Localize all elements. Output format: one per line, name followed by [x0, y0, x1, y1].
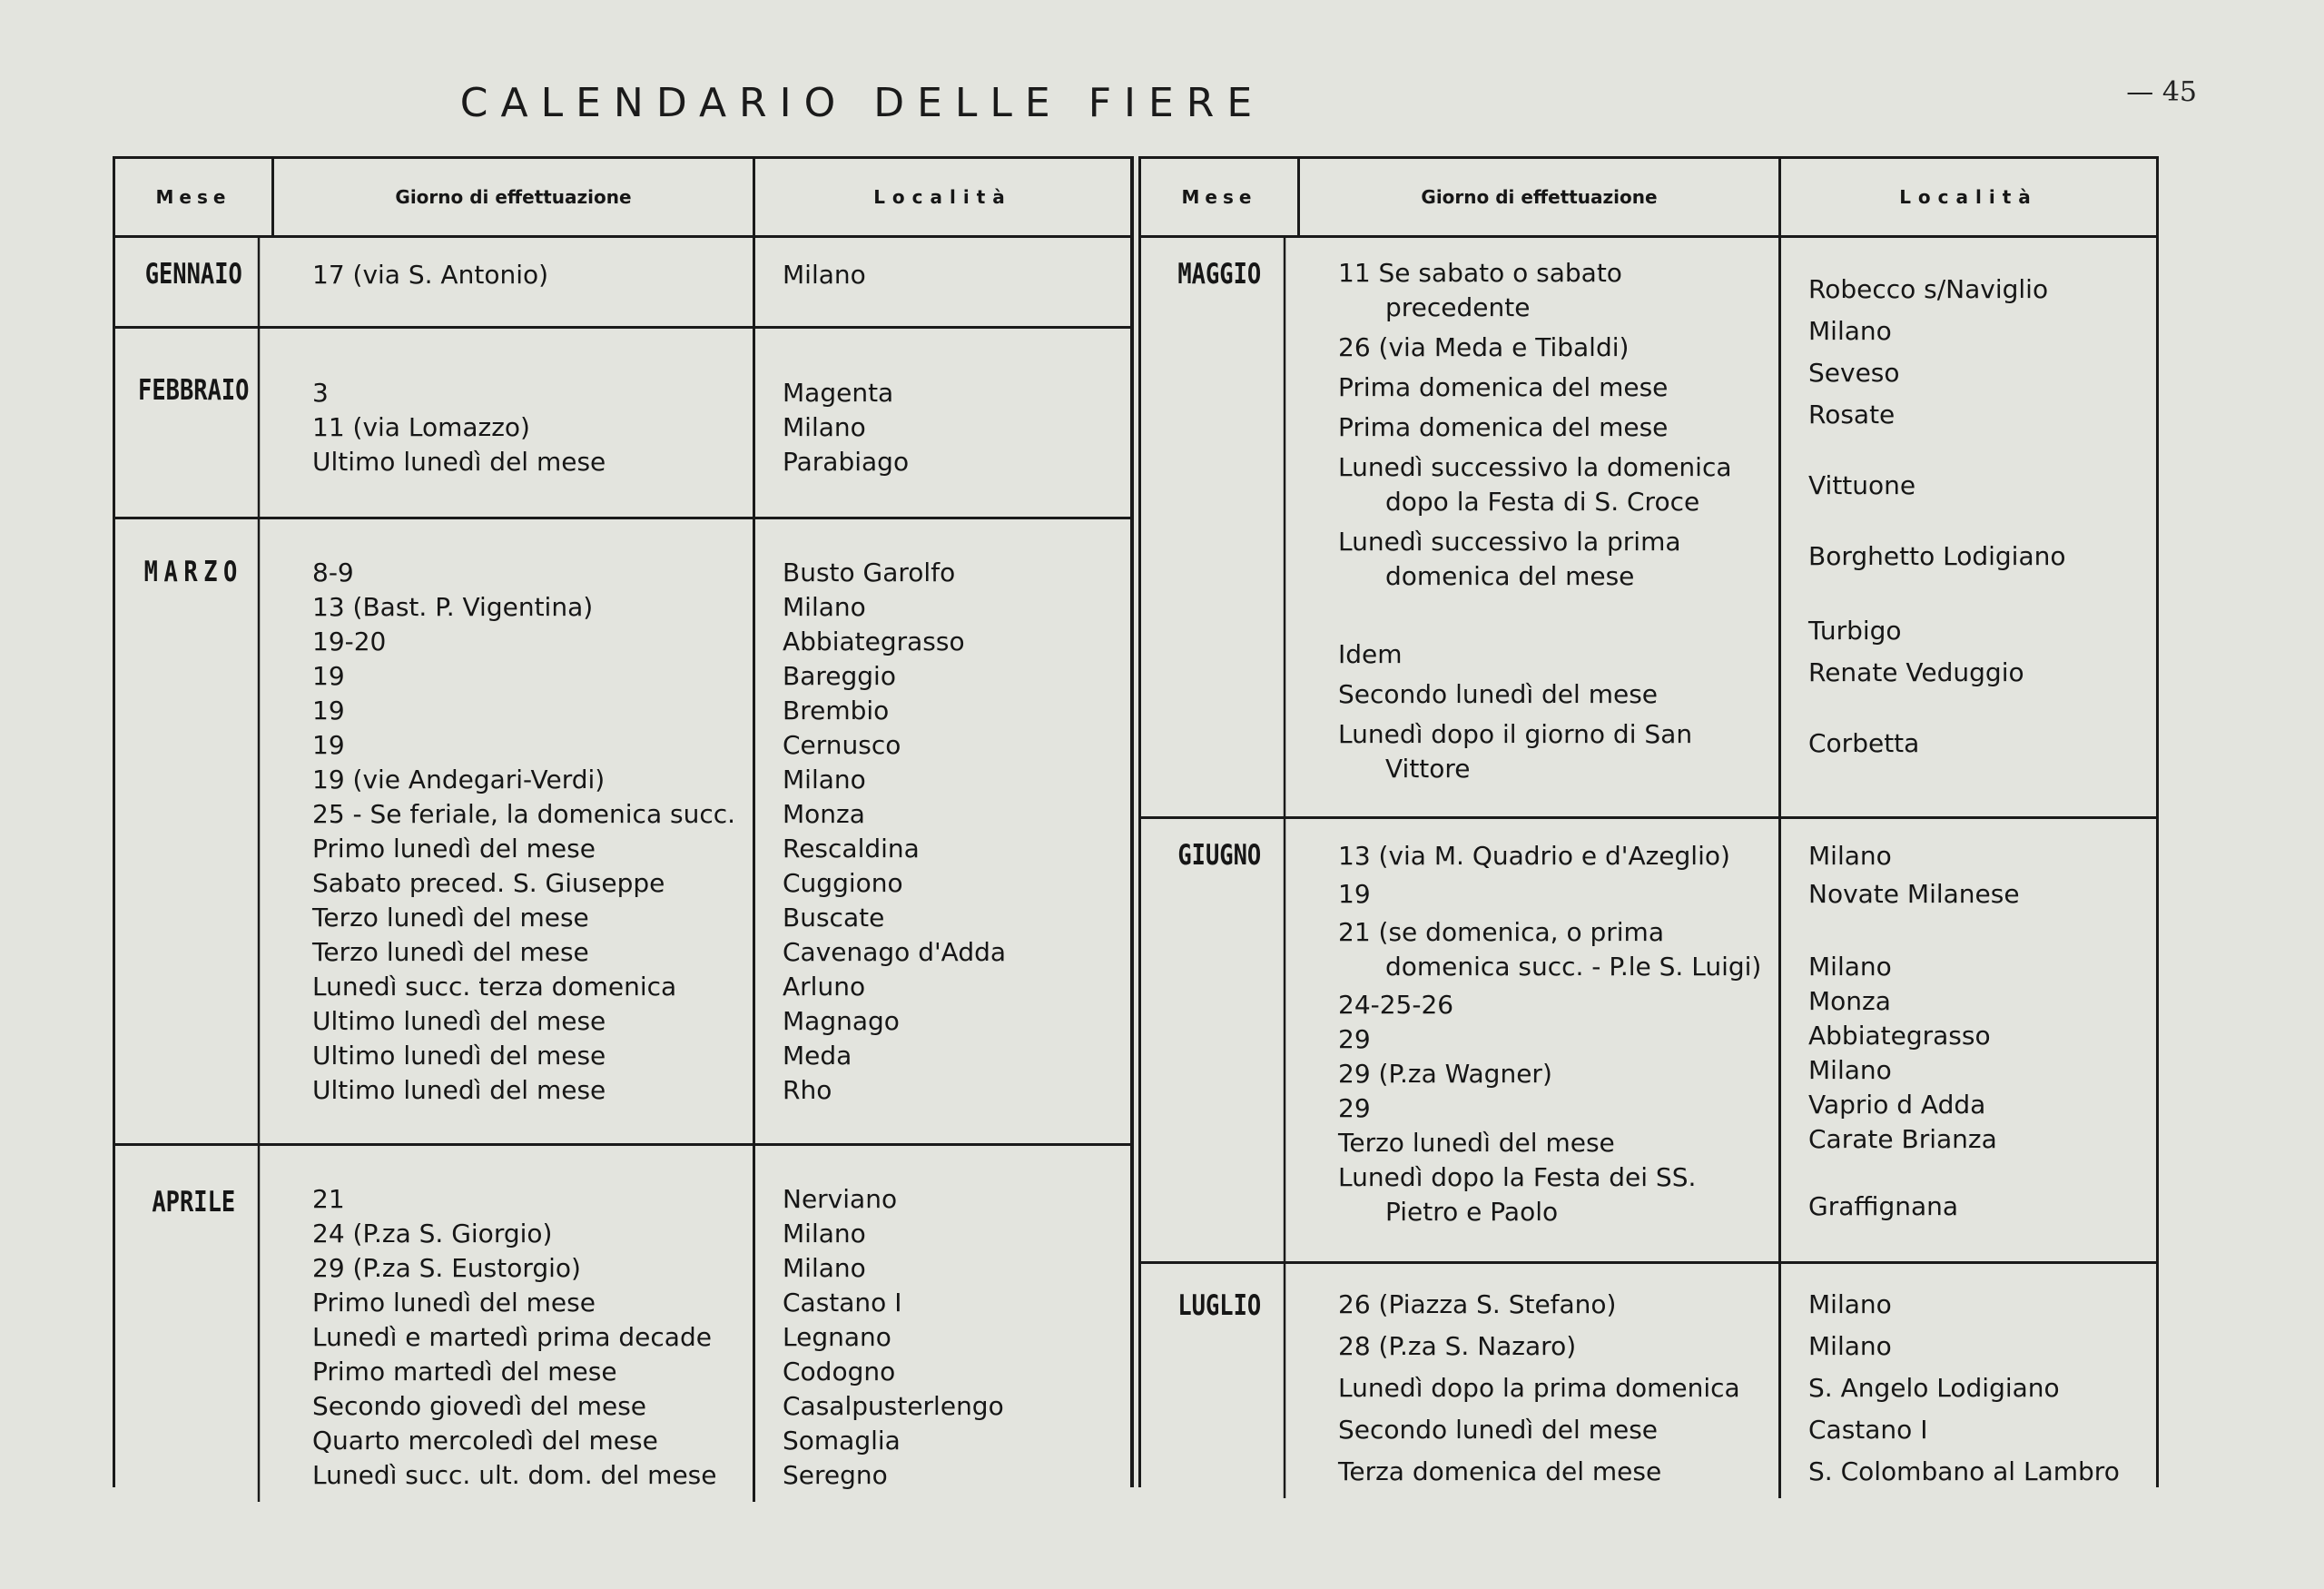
day-entry: Ultimo lunedì del mese [312, 447, 606, 477]
locations-column [1781, 238, 2156, 816]
location-entry: Magnago [783, 1006, 900, 1036]
day-entry: 8-9 [312, 558, 354, 587]
day-entry: 29 [1338, 1024, 1371, 1054]
locations-column [755, 519, 1130, 1143]
day-entry: 19 [312, 661, 345, 691]
day-entry: 25 - Se feriale, la domenica succ. [312, 799, 736, 829]
days-column [274, 329, 755, 517]
day-entry: 26 (via Meda e Tibaldi) [1338, 332, 1630, 362]
day-entry: Prima domenica del mese [1338, 372, 1669, 402]
location-entry: Nerviano [783, 1184, 898, 1214]
location-entry: Legnano [783, 1322, 891, 1352]
day-entry: Ultimo lunedì del mese [312, 1075, 606, 1105]
day-entry: Lunedì dopo la Festa dei SS. Pietro e Paolo [1338, 1162, 1697, 1227]
month-name: LUGLIO [1156, 1264, 1286, 1498]
month-block-febbraio [115, 329, 1130, 519]
day-entry: 26 (Piazza S. Stefano) [1338, 1289, 1617, 1319]
location-entry: Parabiago [783, 447, 910, 477]
month-name: GIUGNO [1156, 819, 1286, 1261]
location-entry: S. Angelo Lodigiano [1808, 1373, 2060, 1403]
location-entry: Renate Veduggio [1808, 657, 2024, 687]
day-entry: Lunedì successivo la domenica dopo la Festa di S. Croce [1338, 452, 1732, 517]
day-entry: 19-20 [312, 627, 387, 656]
days-column [274, 238, 755, 326]
month-block-giugno [1141, 819, 2156, 1264]
location-entry: Rho [783, 1075, 832, 1105]
day-entry: 21 [312, 1184, 345, 1214]
day-entry: 11 Se sabato o sabato precedente [1338, 258, 1622, 322]
left-header-row [115, 159, 1130, 238]
location-entry: Milano [783, 765, 866, 794]
day-entry: Terzo lunedì del mese [312, 903, 589, 933]
location-entry: Vaprio d Adda [1808, 1090, 1986, 1120]
day-entry: Ultimo lunedì del mese [312, 1006, 606, 1036]
header-mese: Mese [115, 159, 274, 235]
location-entry: Milano [1808, 1055, 1892, 1085]
location-entry: Bareggio [783, 661, 896, 691]
day-entry: Sabato preced. S. Giuseppe [312, 868, 665, 898]
day-entry: Lunedì e martedì prima decade [312, 1322, 712, 1352]
month-block-luglio [1141, 1264, 2156, 1490]
day-entry: Lunedì successivo la prima domenica del mese [1338, 527, 1681, 591]
location-entry: Casalpusterlengo [783, 1391, 1004, 1421]
page-title: CALENDARIO DELLE FIERE [459, 80, 1265, 126]
location-entry: Milano [1808, 1331, 1892, 1361]
day-entry: Prima domenica del mese [1338, 412, 1669, 442]
day-entry: Terzo lunedì del mese [312, 937, 589, 967]
day-entry: 13 (Bast. P. Vigentina) [312, 592, 594, 622]
month-name: GENNAIO [130, 238, 261, 326]
location-entry: Rosate [1808, 400, 1896, 429]
day-entry: 19 [312, 730, 345, 760]
location-entry: Somaglia [783, 1426, 901, 1456]
month-name: MAGGIO [1156, 238, 1286, 816]
month-block-aprile [115, 1146, 1130, 1490]
day-entry: Primo martedì del mese [312, 1357, 617, 1387]
days-column [1300, 238, 1781, 816]
locations-column [755, 329, 1130, 517]
days-column [1300, 1264, 1781, 1498]
location-entry: Novate Milanese [1808, 879, 2020, 909]
month-name: FEBBRAIO [130, 329, 261, 517]
day-entry: 19 [312, 696, 345, 725]
day-entry: Quarto mercoledì del mese [312, 1426, 658, 1456]
day-entry: 28 (P.za S. Nazaro) [1338, 1331, 1577, 1361]
header-localita: Località [873, 186, 1012, 208]
location-entry: Rescaldina [783, 834, 920, 864]
center-divider-rule [1132, 156, 1134, 1487]
location-entry: Graffignana [1808, 1191, 1959, 1221]
day-entry: 29 (P.za S. Eustorgio) [312, 1253, 581, 1283]
day-entry: Lunedì dopo la prima domenica [1338, 1373, 1740, 1403]
header-mese: Mese [1141, 159, 1300, 235]
location-entry: Seveso [1808, 358, 1900, 388]
day-entry: 13 (via M. Quadrio e d'Azeglio) [1338, 841, 1730, 871]
day-entry: 19 (vie Andegari-Verdi) [312, 765, 606, 794]
locations-column [755, 1146, 1130, 1502]
location-entry: Monza [783, 799, 865, 829]
day-entry: Terza domenica del mese [1338, 1456, 1662, 1486]
locations-column [1781, 819, 2156, 1261]
day-entry: Secondo lunedì del mese [1338, 679, 1659, 709]
header-giorno: Giorno di effettuazione [1300, 159, 1781, 235]
day-entry: Primo lunedì del mese [312, 1288, 596, 1318]
day-entry: 17 (via S. Antonio) [312, 260, 549, 290]
location-entry: Cuggiono [783, 868, 903, 898]
location-entry: Borghetto Lodigiano [1808, 541, 2066, 571]
location-entry: Abbiategrasso [783, 627, 965, 656]
day-entry: 29 [1338, 1093, 1371, 1123]
location-entry: Milano [783, 412, 866, 442]
day-entry: Primo lunedì del mese [312, 834, 596, 864]
location-entry: Milano [783, 592, 866, 622]
day-entry: 24-25-26 [1338, 990, 1454, 1020]
location-entry: Abbiategrasso [1808, 1021, 1991, 1051]
locations-column [755, 238, 1130, 326]
month-block-gennaio [115, 238, 1130, 329]
day-entry: 24 (P.za S. Giorgio) [312, 1219, 553, 1248]
day-entry: Terzo lunedì del mese [1338, 1128, 1615, 1158]
locations-column [1781, 1264, 2156, 1498]
right-table [1138, 156, 2159, 1487]
location-entry: S. Colombano al Lambro [1808, 1456, 2120, 1486]
location-entry: Milano [1808, 316, 1892, 346]
day-entry: Secondo lunedì del mese [1338, 1415, 1659, 1445]
days-column [1300, 819, 1781, 1261]
location-entry: Milano [1808, 952, 1892, 982]
day-entry: 11 (via Lomazzo) [312, 412, 530, 442]
location-entry: Corbetta [1808, 728, 1920, 758]
location-entry: Castano I [783, 1288, 902, 1318]
right-header-row [1141, 159, 2156, 238]
location-entry: Codogno [783, 1357, 896, 1387]
day-entry: Secondo giovedì del mese [312, 1391, 647, 1421]
location-entry: Monza [1808, 986, 1891, 1016]
day-entry: 29 (P.za Wagner) [1338, 1059, 1552, 1089]
location-entry: Buscate [783, 903, 885, 933]
header-giorno: Giorno di effettuazione [274, 159, 755, 235]
day-entry: Ultimo lunedì del mese [312, 1041, 606, 1071]
location-entry: Milano [783, 1219, 866, 1248]
location-entry: Castano I [1808, 1415, 1928, 1445]
month-name: MARZO [130, 519, 261, 1143]
location-entry: Meda [783, 1041, 852, 1071]
location-entry: Carate Brianza [1808, 1124, 1997, 1154]
page-number: — 45 [2126, 76, 2197, 108]
location-entry: Arluno [783, 972, 866, 1002]
location-entry: Milano [1808, 841, 1892, 871]
header-localita: Località [1899, 186, 2038, 208]
month-block-maggio [1141, 238, 2156, 819]
month-name: APRILE [130, 1146, 261, 1502]
day-entry: 21 (se domenica, o prima domenica succ. - P.le S. Luigi) [1338, 917, 1762, 982]
day-entry: Lunedì succ. terza domenica [312, 972, 677, 1002]
left-table [113, 156, 1133, 1490]
location-entry: Magenta [783, 378, 894, 408]
location-entry: Brembio [783, 696, 890, 725]
location-entry: Milano [783, 260, 866, 290]
location-entry: Cernusco [783, 730, 901, 760]
day-entry: Idem [1338, 639, 1403, 669]
day-entry: 19 [1338, 879, 1371, 909]
month-block-marzo [115, 519, 1130, 1146]
location-entry: Milano [783, 1253, 866, 1283]
location-entry: Turbigo [1808, 616, 1902, 646]
day-entry: Lunedì dopo il giorno di San Vittore [1338, 719, 1693, 784]
location-entry: Busto Garolfo [783, 558, 956, 587]
location-entry: Seregno [783, 1460, 888, 1490]
day-entry: 3 [312, 378, 329, 408]
location-entry: Cavenago d'Adda [783, 937, 1007, 967]
location-entry: Milano [1808, 1289, 1892, 1319]
day-entry: Lunedì succ. ult. dom. del mese [312, 1460, 717, 1490]
days-column [274, 1146, 755, 1502]
days-column [274, 519, 755, 1143]
location-entry: Robecco s/Naviglio [1808, 274, 2049, 304]
location-entry: Vittuone [1808, 470, 1916, 500]
